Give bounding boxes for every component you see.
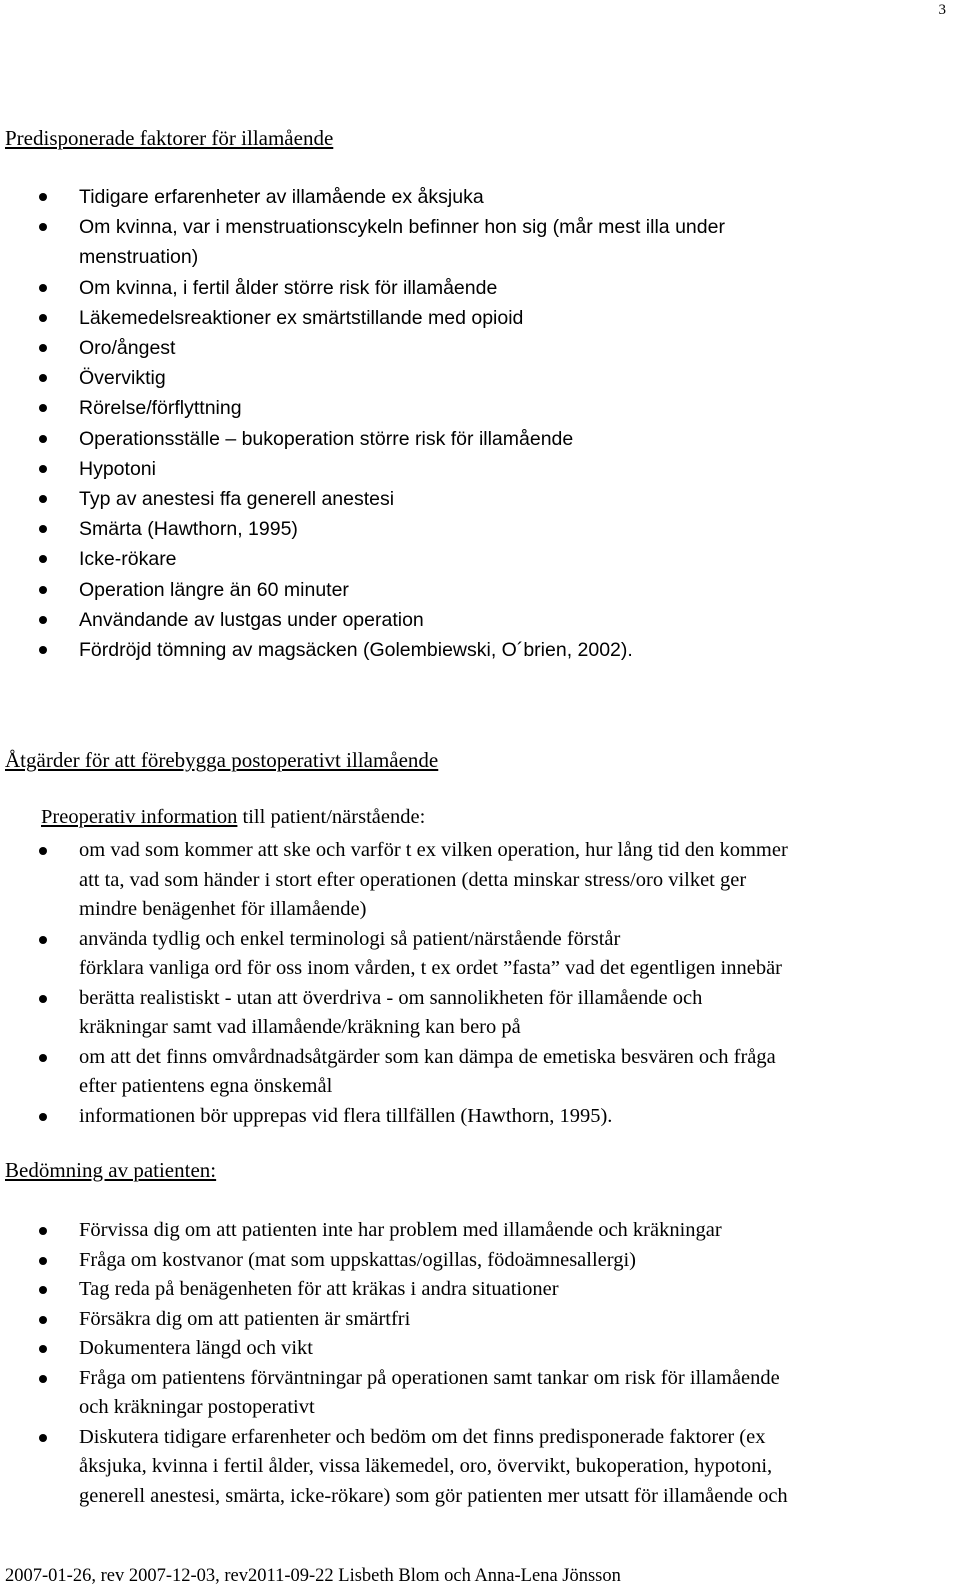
list-item-text: Operationsställe – bukoperation större risk för illamående — [79, 427, 574, 450]
list-item — [0, 303, 950, 333]
list-item-text: Dokumentera längd och vikt — [79, 1337, 313, 1359]
list-item — [0, 1216, 950, 1246]
bullet-icon — [39, 847, 47, 855]
list-item-text: Fråga om patientens förväntningar på operationen samt tankar om risk för illamående och kräkningar postoperativt — [79, 1366, 780, 1418]
page-number: 3 — [938, 2, 946, 18]
bullet-icon — [39, 465, 47, 473]
list-item — [0, 1334, 950, 1364]
section-heading-patient-assessment: Bedömning av patienten: — [5, 1158, 217, 1182]
list-item — [0, 424, 950, 454]
list-item — [0, 514, 950, 544]
list-item-text: Hypotoni — [79, 457, 156, 480]
list-item-text: Rörelse/förflyttning — [79, 397, 242, 420]
list-item — [0, 925, 950, 984]
bullet-icon — [39, 525, 47, 533]
bullet-icon — [39, 555, 47, 563]
bullet-icon — [39, 223, 47, 231]
bullet-icon — [39, 435, 47, 443]
list-item-text: Överviktig — [79, 367, 166, 390]
list-item — [0, 1275, 950, 1305]
list-item-text: Diskutera tidigare erfarenheter och bedöm om det finns predisponerade faktorer (ex åksjuka, kvinna i fertil ålder, vissa läkemedel, oro, övervikt, bukoperation, hypotoni, generell anestesi, smärta, icke-rökare) som gör patienten mer utsatt för illamående och — [79, 1425, 788, 1507]
bullet-icon — [39, 1257, 47, 1265]
list-item — [0, 836, 950, 925]
preoperative-info-label: Preoperativ information — [41, 806, 238, 828]
footer-revision-authors: 2007-01-26, rev 2007-12-03, rev2011-09-22 Lisbeth Blom och Anna-Lena Jönsson — [5, 1566, 621, 1586]
preventive-measures-list — [0, 836, 950, 1131]
list-item — [0, 484, 950, 514]
bullet-icon — [39, 995, 47, 1003]
bullet-icon — [39, 646, 47, 654]
list-item-text: Oro/ångest — [79, 337, 176, 360]
list-item — [0, 605, 950, 635]
preoperative-info-rest: till patient/närstående: — [237, 806, 426, 828]
bullet-icon — [39, 314, 47, 322]
bullet-icon — [39, 1286, 47, 1294]
list-item — [0, 333, 950, 363]
list-item-text: informationen bör upprepas vid flera tillfällen (Hawthorn, 1995). — [79, 1104, 613, 1127]
predisposing-factors-list — [0, 182, 950, 665]
list-item-text: Icke-rökare — [79, 548, 177, 571]
list-item — [0, 1102, 950, 1132]
list-item — [0, 984, 950, 1043]
patient-assessment-list — [0, 1216, 950, 1511]
list-item-text: Läkemedelsreaktioner ex smärtstillande med opioid — [79, 306, 524, 329]
list-item-text: Försäkra dig om att patienten är smärtfri — [79, 1307, 411, 1330]
list-item — [0, 393, 950, 423]
list-item-text: Om kvinna, var i menstruationscykeln befinner hon sig (mår mest illa under menstruation) — [79, 216, 725, 269]
list-item — [0, 1305, 950, 1335]
list-item — [0, 635, 950, 665]
list-item — [0, 212, 950, 272]
list-item-text: använda tydlig och enkel terminologi så patient/närstående förstår förklara vanliga ord för oss inom vården, t ex ordet ”fasta” vad det egentligen innebär — [79, 927, 782, 979]
list-item-text: Fråga om kostvanor (mat som uppskattas/ogillas, födoämnesallergi) — [79, 1248, 637, 1271]
list-item — [0, 575, 950, 605]
bullet-icon — [39, 374, 47, 382]
section-heading-preventive-measures: Åtgärder för att förebygga postoperativt illamående — [5, 748, 439, 772]
list-item — [0, 273, 950, 303]
list-item — [0, 182, 950, 212]
preoperative-info-intro — [41, 806, 425, 829]
list-item — [0, 544, 950, 574]
list-item-text: berätta realistiskt - utan att överdriva - om sannolikheten för illamående och kräkningar samt vad illamående/kräkning kan bero på — [79, 986, 703, 1038]
list-item-text: Användande av lustgas under operation — [79, 608, 424, 631]
section-heading-predisposing-factors: Predisponerade faktorer för illamående — [5, 126, 334, 150]
bullet-icon — [39, 1227, 47, 1235]
bullet-icon — [39, 495, 47, 503]
list-item-text: Smärta (Hawthorn, 1995) — [79, 518, 298, 541]
list-item — [0, 363, 950, 393]
bullet-icon — [39, 1316, 47, 1324]
list-item-text: Tidigare erfarenheter av illamående ex åksjuka — [79, 186, 484, 208]
bullet-icon — [39, 616, 47, 624]
list-item-text: Typ av anestesi ffa generell anestesi — [79, 488, 395, 511]
list-item — [0, 454, 950, 484]
list-item — [0, 1246, 950, 1276]
bullet-icon — [39, 1375, 47, 1383]
list-item — [0, 1364, 950, 1423]
list-item-text: Om kvinna, i fertil ålder större risk för illamående — [79, 276, 498, 299]
list-item-text: om vad som kommer att ske och varför t ex vilken operation, hur lång tid den kommer att ta, vad som händer i stort efter operationen (detta minskar stress/oro vilket ger mindre benägenhet för illamående) — [79, 839, 788, 920]
bullet-icon — [39, 404, 47, 412]
list-item — [0, 1043, 950, 1102]
bullet-icon — [39, 1054, 47, 1062]
bullet-icon — [39, 284, 47, 292]
list-item-text: Förvissa dig om att patienten inte har problem med illamående och kräkningar — [79, 1219, 722, 1241]
bullet-icon — [39, 936, 47, 944]
list-item-text: om att det finns omvårdnadsåtgärder som kan dämpa de emetiska besvären och fråga efter patientens egna önskemål — [79, 1045, 776, 1097]
list-item — [0, 1423, 950, 1512]
bullet-icon — [39, 193, 47, 201]
list-item-text: Fördröjd tömning av magsäcken (Golembiewski, O´brien, 2002). — [79, 639, 633, 662]
bullet-icon — [39, 586, 47, 594]
bullet-icon — [39, 1345, 47, 1353]
bullet-icon — [39, 344, 47, 352]
list-item-text: Tag reda på benägenheten för att kräkas i andra situationer — [79, 1278, 559, 1300]
bullet-icon — [39, 1113, 47, 1121]
bullet-icon — [39, 1434, 47, 1442]
list-item-text: Operation längre än 60 minuter — [79, 578, 349, 601]
